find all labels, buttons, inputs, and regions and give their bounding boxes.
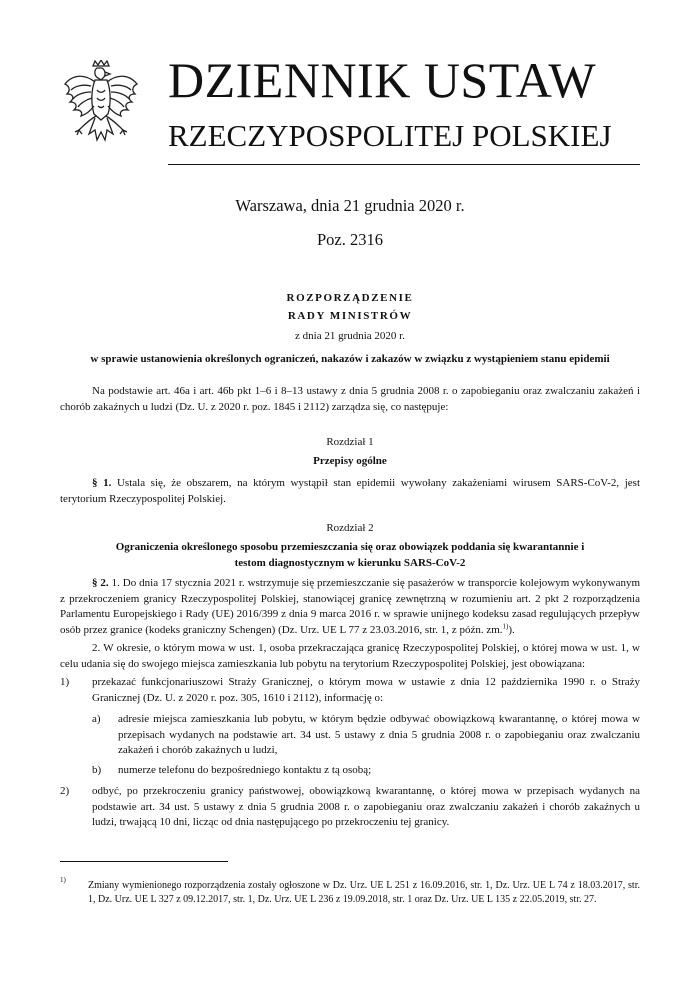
- journal-subtitle: RZECZYPOSPOLITEJ POLSKIEJ: [168, 118, 612, 153]
- list-item-number: b): [92, 764, 102, 776]
- chapter-1-label: Rozdział 1: [326, 436, 374, 448]
- paragraph-1-mark: § 1.: [92, 477, 112, 489]
- act-date: z dnia 21 grudnia 2020 r.: [295, 330, 405, 342]
- act-type: ROZPORZĄDZENIE: [286, 292, 414, 304]
- list-item: numerze telefonu do bezpośredniego kontaktu z tą osobą;: [118, 764, 372, 776]
- footnote-reference[interactable]: 1): [502, 621, 509, 630]
- paragraph-2-mark: § 2.: [92, 577, 109, 589]
- paragraph-2-end: ).: [508, 623, 515, 636]
- journal-title: DZIENNIK USTAW: [168, 52, 597, 108]
- list-item-number: 2): [60, 785, 70, 797]
- position-number: Poz. 2316: [317, 230, 383, 249]
- preamble: Na podstawie art. 46a i art. 46b pkt 1–6 i 8–13 ustawy z dnia 5 grudnia 2008 r. o zapobieganiu oraz zwalczaniu zakażeń i chorób zakaźnych u ludzi (Dz. U. z 2020 r. poz. 1845 i 2112) zarządza się, co następuje:: [60, 385, 640, 413]
- chapter-2-label: Rozdział 2: [326, 522, 374, 534]
- place-date: Warszawa, dnia 21 grudnia 2020 r.: [235, 196, 465, 215]
- list-item-number: a): [92, 713, 101, 725]
- polish-eagle-emblem-icon: [60, 60, 142, 156]
- list-item: adresie miejsca zamieszkania lub pobytu, w którym będzie odbywać obowiązkową kwarantannę, o której mowa w przepisach wydanych na podstawie art. 34 ust. 5 ustawy z dnia 5 grudnia 2008 r. o zapobieganiu oraz zwalczaniu zakażeń i chorób zakaźnych u ludzi,: [118, 713, 640, 756]
- list-item: odbyć, po przekroczeniu granicy państwowej, obowiązkową kwarantannę, o której mowa w przepisach wydanych na podstawie art. 34 ust. 5 ustawy z dnia 5 grudnia 2008 r. o zapobieganiu oraz zwalczaniu zakażeń i chorób zakaźnych u ludzi, trwającą 10 dni, licząc od dnia następującego po przekroczeniu tej granicy.: [92, 785, 640, 828]
- footnote-text: Zmiany wymienionego rozporządzenia zostały ogłoszone w Dz. Urz. UE L 251 z 16.09.2016, str. 1, Dz. Urz. UE L 74 z 18.03.2017, str. 1, Dz. Urz. UE L 327 z 09.12.2017, str. 1, Dz. Urz. UE L 236 z 19.09.2018, str. 1 oraz Dz. Urz. UE L 135 z 22.05.2019, str. 27.: [88, 880, 640, 905]
- paragraph-2-section-2: 2. W okresie, o którym mowa w ust. 1, osoba przekraczająca granicę Rzeczypospolitej Polskiej, o której mowa w ust. 1, w celu udania się do swojego miejsca zamieszkania lub pobytu na terytorium Rzeczypospolitej Polskiej, jest obowiązana:: [60, 642, 640, 670]
- paragraph-2-text: 1. Do dnia 17 stycznia 2021 r. wstrzymuje się przemieszczanie się pasażerów w transporcie kolejowym wykonywanym z przekroczeniem granicy Rzeczypospolitej Polskiej, stanowiącej granicę zewnętrzną w rozumieniu art. 2 pkt 2 rozporządzenia Parlamentu Europejskiego i Rady (UE) 2016/399 z dnia 9 marca 2016 r. w sprawie unijnego kodeksu zasad regulujących przepływ osób przez granice (kodeks graniczny Schengen) (Dz. Urz. UE L 77 z 23.03.2016, str. 1, z późn. zm.: [60, 577, 641, 636]
- header-divider: [168, 164, 640, 165]
- paragraph-1: [60, 476, 640, 507]
- footnote-mark: 1): [60, 876, 66, 884]
- chapter-1-title: Przepisy ogólne: [313, 455, 387, 467]
- paragraph-2: [60, 576, 640, 638]
- chapter-2-title: Ograniczenia określonego sposobu przemieszczania się oraz obowiązek poddania się kwarantannie i testom diagnostycznym w kierunku SARS-CoV-2: [115, 541, 585, 569]
- paragraph-1-text: Ustala się, że obszarem, na którym wystąpił stan epidemii wywołany zakażeniami wirusem SARS-CoV-2, jest terytorium Rzeczypospolitej Polskiej.: [60, 477, 641, 505]
- act-issuer: RADY MINISTRÓW: [287, 310, 413, 322]
- list-item-number: 1): [60, 676, 70, 688]
- footnote-divider: [60, 861, 228, 862]
- act-subject: w sprawie ustanowienia określonych ograniczeń, nakazów i zakazów w związku z wystąpieniem stanu epidemii: [90, 353, 610, 365]
- list-item: przekazać funkcjonariuszowi Straży Granicznej, o którym mowa w ustawie z dnia 12 października 1990 r. o Straży Granicznej (Dz. U. z 2020 r. poz. 305, 1610 i 2112), informację o:: [92, 676, 640, 704]
